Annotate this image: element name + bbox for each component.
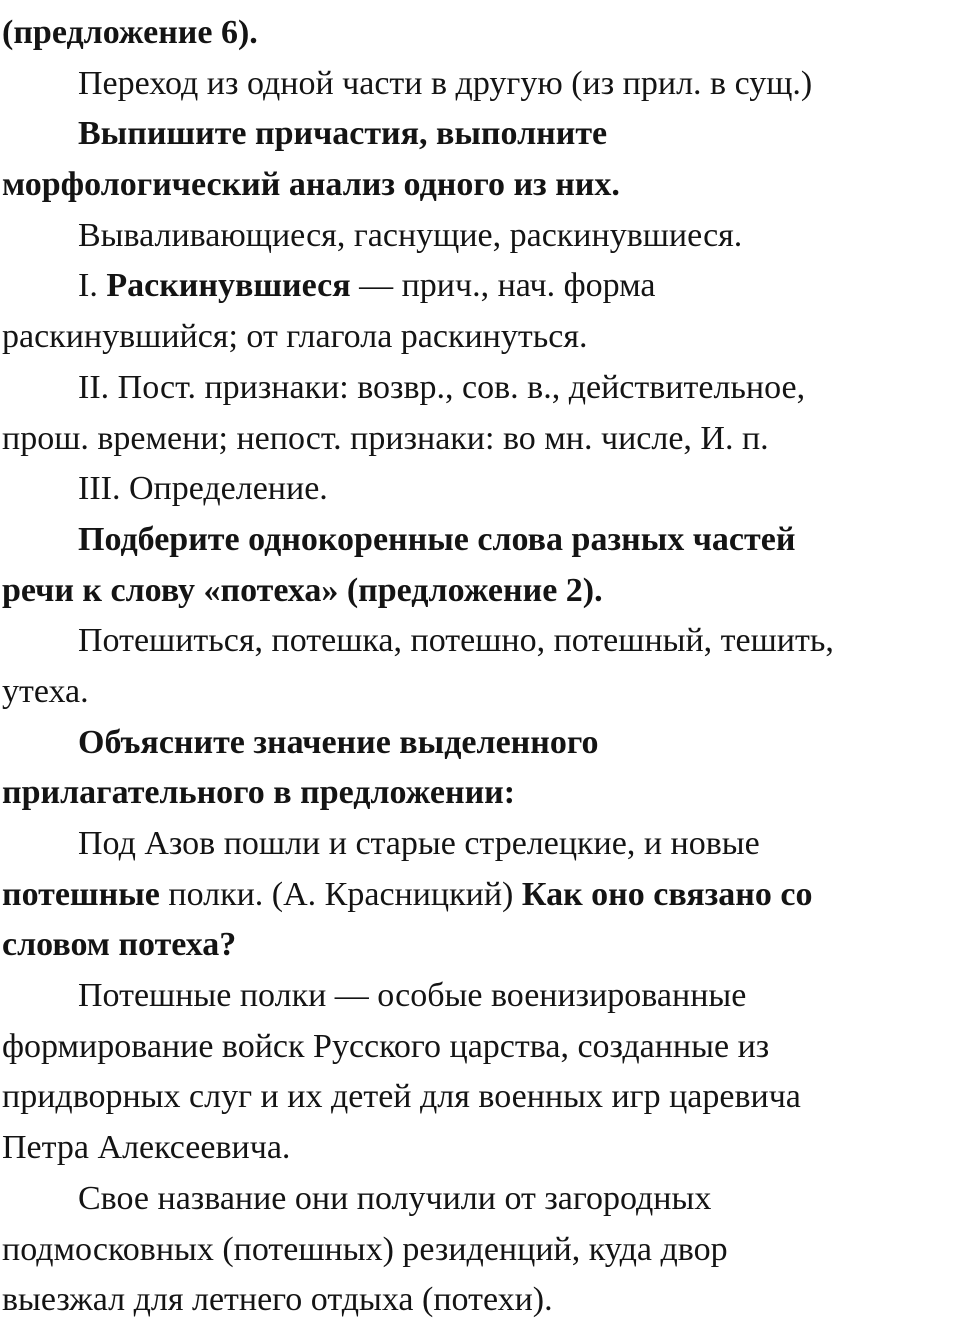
task-participles-line-2: морфологический анализ одного из них. (2, 166, 620, 204)
sentence-reference: (предложение 6). (2, 14, 258, 51)
task-cognates-line-2: речи к слову «потеха» (предложение 2). (2, 571, 603, 609)
analysis-step-1-continued: раскинувшийся; от глагола раскинуться. (2, 318, 588, 356)
analysis-step-1-number: I. (78, 267, 107, 305)
analysis-step-1-text: — прич., нач. форма (350, 267, 656, 305)
quote-line-2 (2, 870, 952, 921)
analysis-step-2: II. Пост. признаки: возвр., сов. в., действительное, (78, 368, 806, 406)
analysis-step-2-continued: прош. времени; непост. признаки: во мн. числе, И. п. (2, 419, 769, 457)
answer-meaning-line-2: формирование войск Русского царства, созданные из (2, 1027, 770, 1065)
answer-origin-line-3: выезжал для летнего отдыха (потехи). (2, 1281, 553, 1319)
highlighted-adjective: потешные (2, 875, 160, 913)
task-meaning-line-2: прилагательного в предложении: (2, 774, 516, 812)
task-relation-question: Как оно связано со (521, 875, 813, 913)
quote-line-2-text: полки. (А. Красницкий) (159, 875, 522, 913)
answer-cognates-line-2: утеха. (2, 672, 89, 710)
document-page (2, 8, 952, 1326)
answer-origin-line-2: подмосковных (потешных) резиденций, куда двор (2, 1230, 728, 1268)
analysis-step-1 (2, 261, 952, 312)
answer-meaning-line-3: придворных слуг и их детей для военных игр царевича (2, 1078, 801, 1116)
quote-line-1: Под Азов пошли и старые стрелецкие, и новые (78, 825, 760, 862)
analysis-step-3: III. Определение. (78, 470, 328, 508)
task-cognates-line-1: Подберите однокоренные слова разных частей (78, 520, 796, 558)
answer-meaning-line-1: Потешные полки — особые военизированные (78, 977, 747, 1015)
answer-cognates-line-1: Потешиться, потешка, потешно, потешный, тешить, (78, 622, 834, 660)
task-participles-line-1: Выпишите причастия, выполните (78, 115, 608, 153)
answer-transition: Переход из одной части в другую (из прил. в сущ.) (78, 64, 813, 102)
answer-origin-line-1: Свое название они получили от загородных (78, 1179, 712, 1217)
analysis-word: Раскинувшиеся (106, 267, 351, 305)
answer-participles-list: Вываливающиеся, гаснущие, раскинувшиеся. (78, 216, 743, 254)
task-relation-question-continued: словом потеха? (2, 926, 237, 964)
task-meaning-line-1: Объясните значение выделенного (78, 723, 599, 761)
answer-meaning-line-4: Петра Алексеевича. (2, 1129, 291, 1167)
